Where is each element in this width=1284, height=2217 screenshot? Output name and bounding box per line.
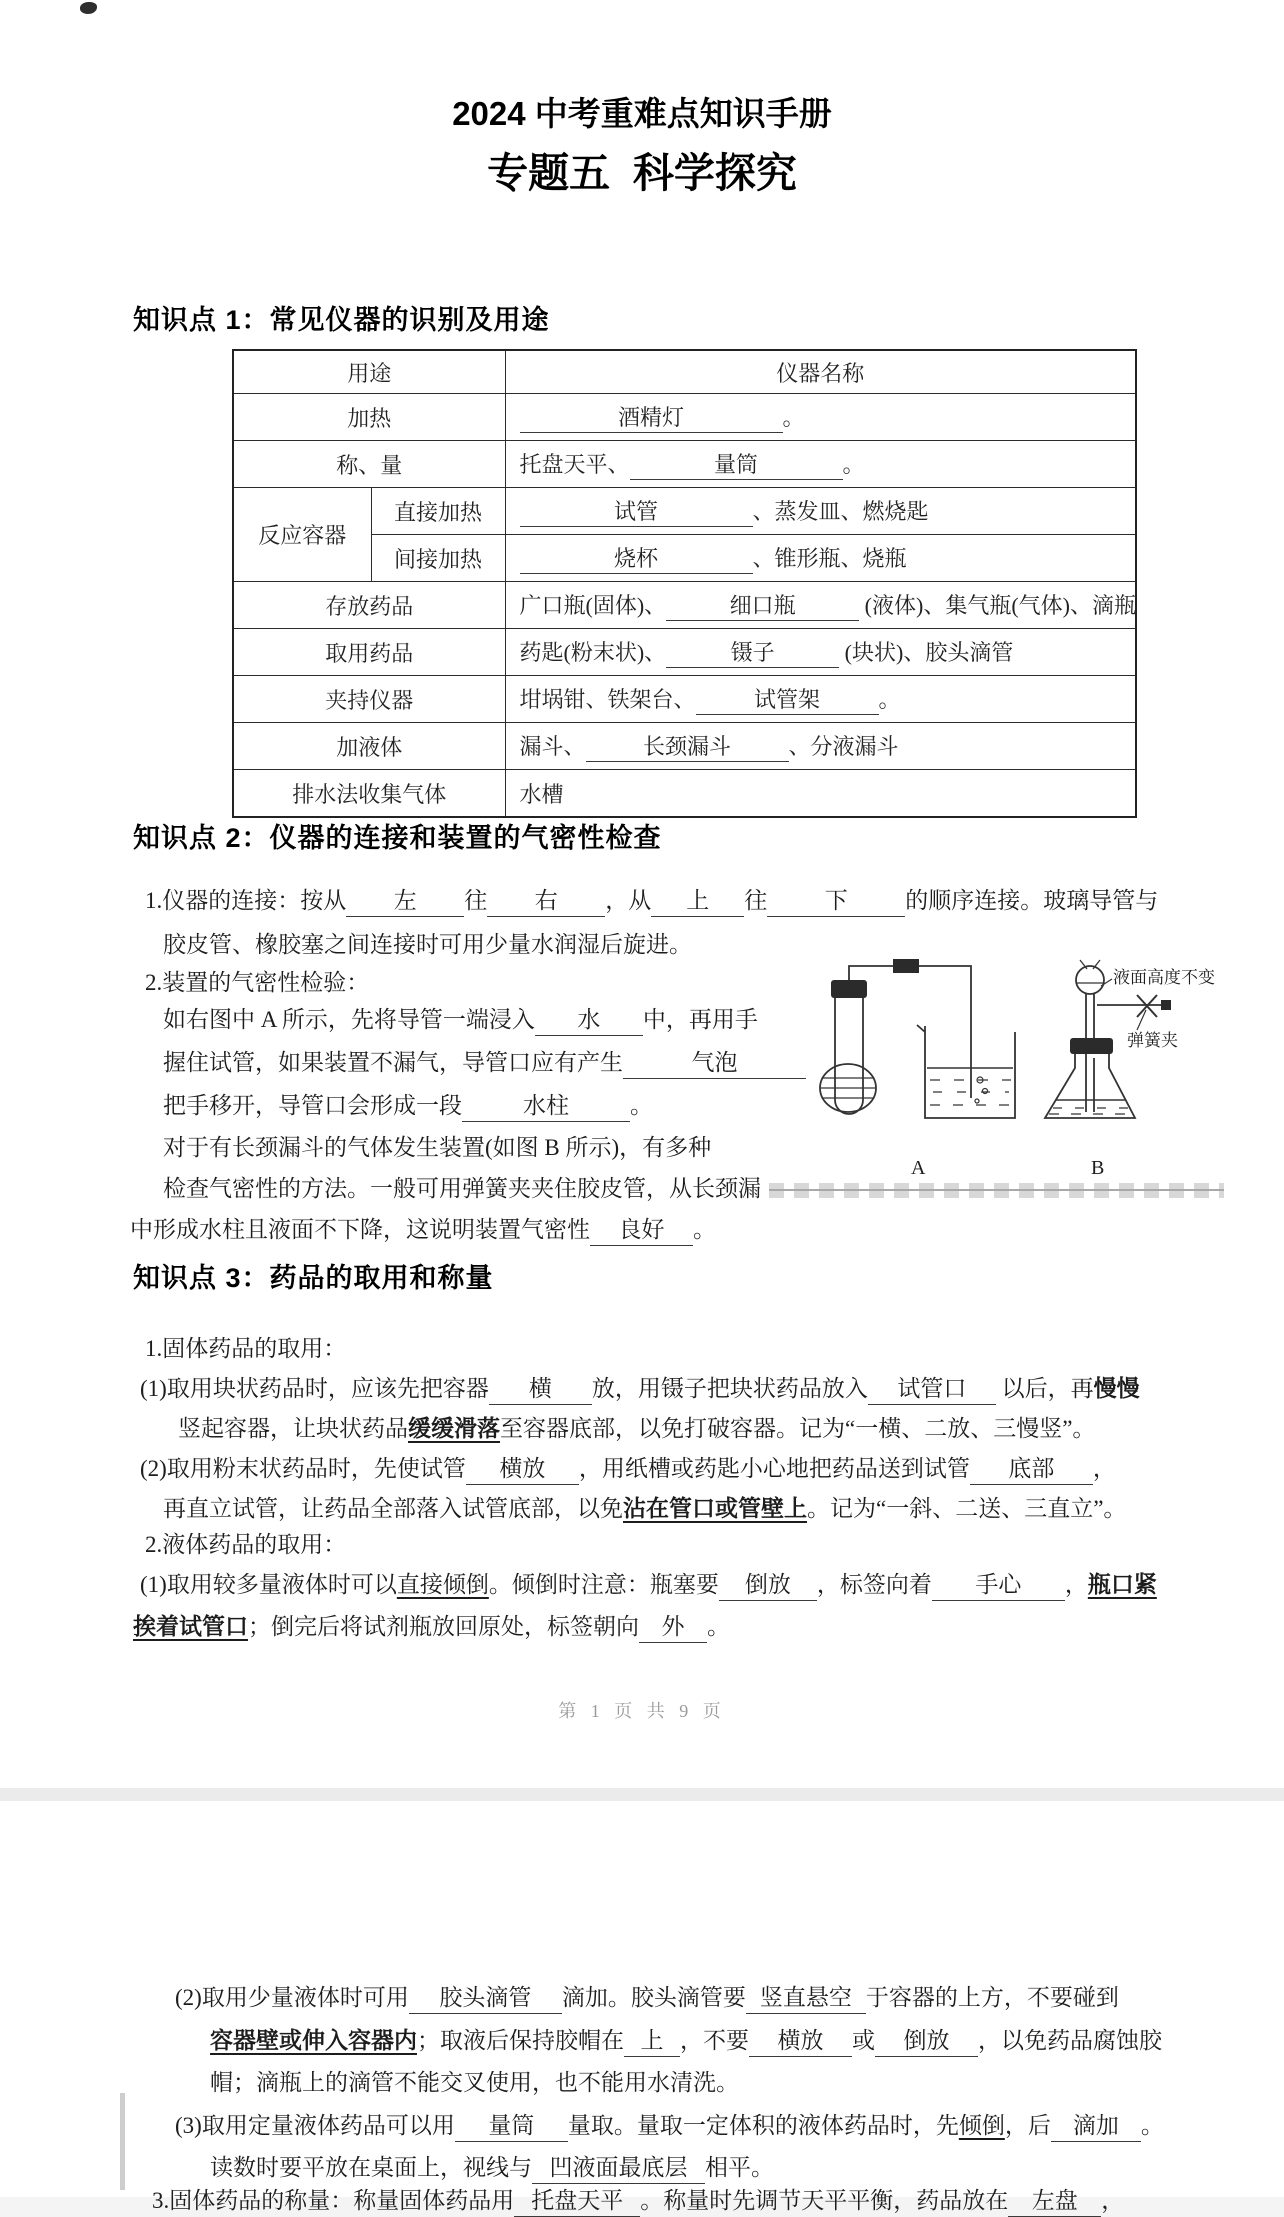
clamp-label-leader: [1137, 1010, 1146, 1030]
kp2-line-7: 对于有长颈漏斗的气体发生装置(如图 B 所示)，有多种: [163, 1135, 712, 1160]
tube-connector: [893, 959, 919, 973]
hand-fingers: [821, 1078, 875, 1098]
bubble: [983, 1089, 988, 1094]
row-measuring-label: 称、量: [233, 441, 505, 488]
row-water-collection-label: 排水法收集气体: [233, 770, 505, 818]
scan-edge-artifact: [120, 2093, 125, 2190]
kp2-line-9: 中形成水柱且液面不下降，这说明装置气密性 良好 。: [130, 1215, 716, 1246]
kp2-line-3: 2.装置的气密性检验：: [145, 970, 370, 995]
clamp-label: 弹簧夹: [1127, 1031, 1178, 1050]
row-heating-label: 加热: [233, 394, 505, 441]
row-heating-value: 酒精灯 。: [505, 394, 1136, 441]
funnel-stem: [1086, 994, 1094, 1112]
airtightness-apparatus-diagram: [775, 950, 1250, 1180]
obscured-text-region: [769, 1183, 1224, 1198]
delivery-tube: [849, 966, 971, 1098]
funnel-flare: [1080, 960, 1100, 969]
flask: [1045, 1054, 1135, 1118]
table-row: [233, 629, 1136, 676]
row-measuring-value: 托盘天平、 量筒 。: [505, 441, 1136, 488]
row-indirect-heat-value: 烧杯 、锥形瓶、烧瓶: [505, 535, 1136, 582]
page2-line-2: 容器壁或伸入容器内；取液后保持胶帽在 上 ，不要 横放 或 倒放 ，以免药品腐蚀胶: [210, 2026, 1162, 2057]
document-title: 2024 中考重难点知识手册: [452, 95, 832, 132]
table-row: [233, 441, 1136, 488]
page2-line-1: (2)取用少量液体时可用 胶头滴管 滴加。胶头滴管要 竖直悬空 于容器的上方，不要碰到: [175, 1983, 1119, 2014]
kp3-line-8: 挨着试管口；倒完后将试剂瓶放回原处，标签朝向 外 。: [133, 1612, 730, 1643]
hand: [820, 1064, 876, 1112]
kp3-heading: 知识点 3：药品的取用和称量: [133, 1263, 494, 1293]
instruments-table: [232, 349, 1137, 818]
table-header-row: [233, 350, 1136, 394]
kp2-line-1: 1.仪器的连接：按从 左 往 右 ，从 上 往 下 的顺序连接。玻璃导管与: [145, 886, 1158, 917]
row-taking-value: 药匙(粉末状)、 镊子 (块状)、胶头滴管: [505, 629, 1136, 676]
page2-line-3: 帽；滴瓶上的滴管不能交叉使用，也不能用水清洗。: [210, 2070, 739, 2095]
row-storage-label: 存放药品: [233, 582, 505, 629]
kp3-line-7: (1)取用较多量液体时可以直接倾倒。倾倒时注意：瓶塞要 倒放 ，标签向着 手心 ，瓶口紧: [140, 1570, 1157, 1601]
table-row: [233, 770, 1136, 818]
kp3-line-3: 竖起容器，让块状药品缓缓滑落至容器底部，以免打破容器。记为“一横、二放、三慢竖”。: [178, 1416, 1096, 1441]
kp2-heading: 知识点 2：仪器的连接和装置的气密性检查: [133, 823, 662, 853]
page2-line-6: 3.固体药品的称量：称量固体药品用 托盘天平 。称量时先调节天平平衡，药品放在 左盘 ，: [152, 2186, 1124, 2217]
kp2-line-8-text: 检查气密性的方法。一般可用弹簧夹夹住胶皮管，从长颈漏: [163, 1176, 761, 1201]
header-name: 仪器名称: [505, 350, 1136, 394]
row-direct-heat-value: 试管 、蒸发皿、燃烧匙: [505, 488, 1136, 535]
kp3-line-5: 再直立试管，让药品全部落入试管底部，以免沾在管口或管壁上。记为“一斜、二送、三直立”。: [163, 1496, 1127, 1521]
kp2-line-4: 如右图中 A 所示，先将导管一端浸入 水 中，再用手: [163, 1005, 758, 1036]
kp3-line-1: 1.固体药品的取用：: [145, 1336, 347, 1361]
row-indirect-heat-label: 间接加热: [371, 535, 505, 582]
row-adding-liquid-value: 漏斗、 长颈漏斗 、分液漏斗: [505, 723, 1136, 770]
kp2-line-8: [163, 1174, 1224, 1204]
bubble: [975, 1099, 979, 1103]
kp1-heading: 知识点 1：常见仪器的识别及用途: [133, 305, 550, 335]
rubber-stopper-b: [1070, 1038, 1113, 1054]
apparatus-b-label: B: [1091, 1157, 1105, 1179]
kp2-line-5: 握住试管，如果装置不漏气，导管口应有产生 气泡: [163, 1048, 806, 1079]
header-use: 用途: [233, 350, 505, 394]
table-row: [233, 582, 1136, 629]
page2-line-5: 读数时要平放在桌面上，视线与 凹液面最底层 相平。: [210, 2153, 774, 2184]
rubber-stopper-a: [831, 980, 867, 998]
kp3-line-6: 2.液体药品的取用：: [145, 1532, 347, 1557]
table-row: [233, 394, 1136, 441]
row-direct-heat-label: 直接加热: [371, 488, 505, 535]
row-adding-liquid-label: 加液体: [233, 723, 505, 770]
bubble: [977, 1077, 983, 1083]
row-reaction-label: 反应容器: [233, 488, 371, 582]
table-row: [233, 676, 1136, 723]
test-tube: [835, 998, 863, 1114]
table-row: [233, 723, 1136, 770]
document-subtitle: 专题五 科学探究: [487, 150, 797, 196]
row-taking-label: 取用药品: [233, 629, 505, 676]
page-number: 第 1 页 共 9 页: [558, 1701, 726, 1721]
row-water-collection-value: 水槽: [505, 770, 1136, 818]
level-label-leader: [1101, 979, 1112, 986]
kp3-line-4: (2)取用粉末状药品时，先使试管 横放 ，用纸槽或药匙小心地把药品送到试管 底部 ，: [140, 1454, 1116, 1485]
page-break: [0, 1788, 1284, 1801]
level-label: 液面高度不变: [1113, 968, 1215, 987]
apparatus-a-label: A: [911, 1157, 926, 1179]
row-storage-value: 广口瓶(固体)、 细口瓶 (液体)、集气瓶(气体)、滴瓶: [505, 582, 1136, 629]
kp3-line-2: (1)取用块状药品时，应该先把容器 横 放，用镊子把块状药品放入 试管口 以后，再慢慢: [140, 1374, 1140, 1405]
table-row: [233, 488, 1136, 535]
beaker: [917, 1025, 1015, 1118]
funnel-bulb: [1076, 966, 1104, 994]
kp2-line-2: 胶皮管、橡胶塞之间连接时可用少量水润湿后旋进。: [163, 932, 692, 957]
page2-line-4: (3)取用定量液体药品可以用 量筒 量取。量取一定体积的液体药品时，先倾倒，后 滴加 。: [175, 2111, 1164, 2142]
kp2-line-6: 把手移开，导管口会形成一段 水柱 。: [163, 1091, 653, 1122]
scan-artifact: [80, 2, 97, 14]
row-holding-label: 夹持仪器: [233, 676, 505, 723]
row-holding-value: 坩埚钳、铁架台、 试管架 。: [505, 676, 1136, 723]
spring-clamp: [1137, 995, 1157, 1017]
clamp-cap: [1161, 1000, 1171, 1010]
